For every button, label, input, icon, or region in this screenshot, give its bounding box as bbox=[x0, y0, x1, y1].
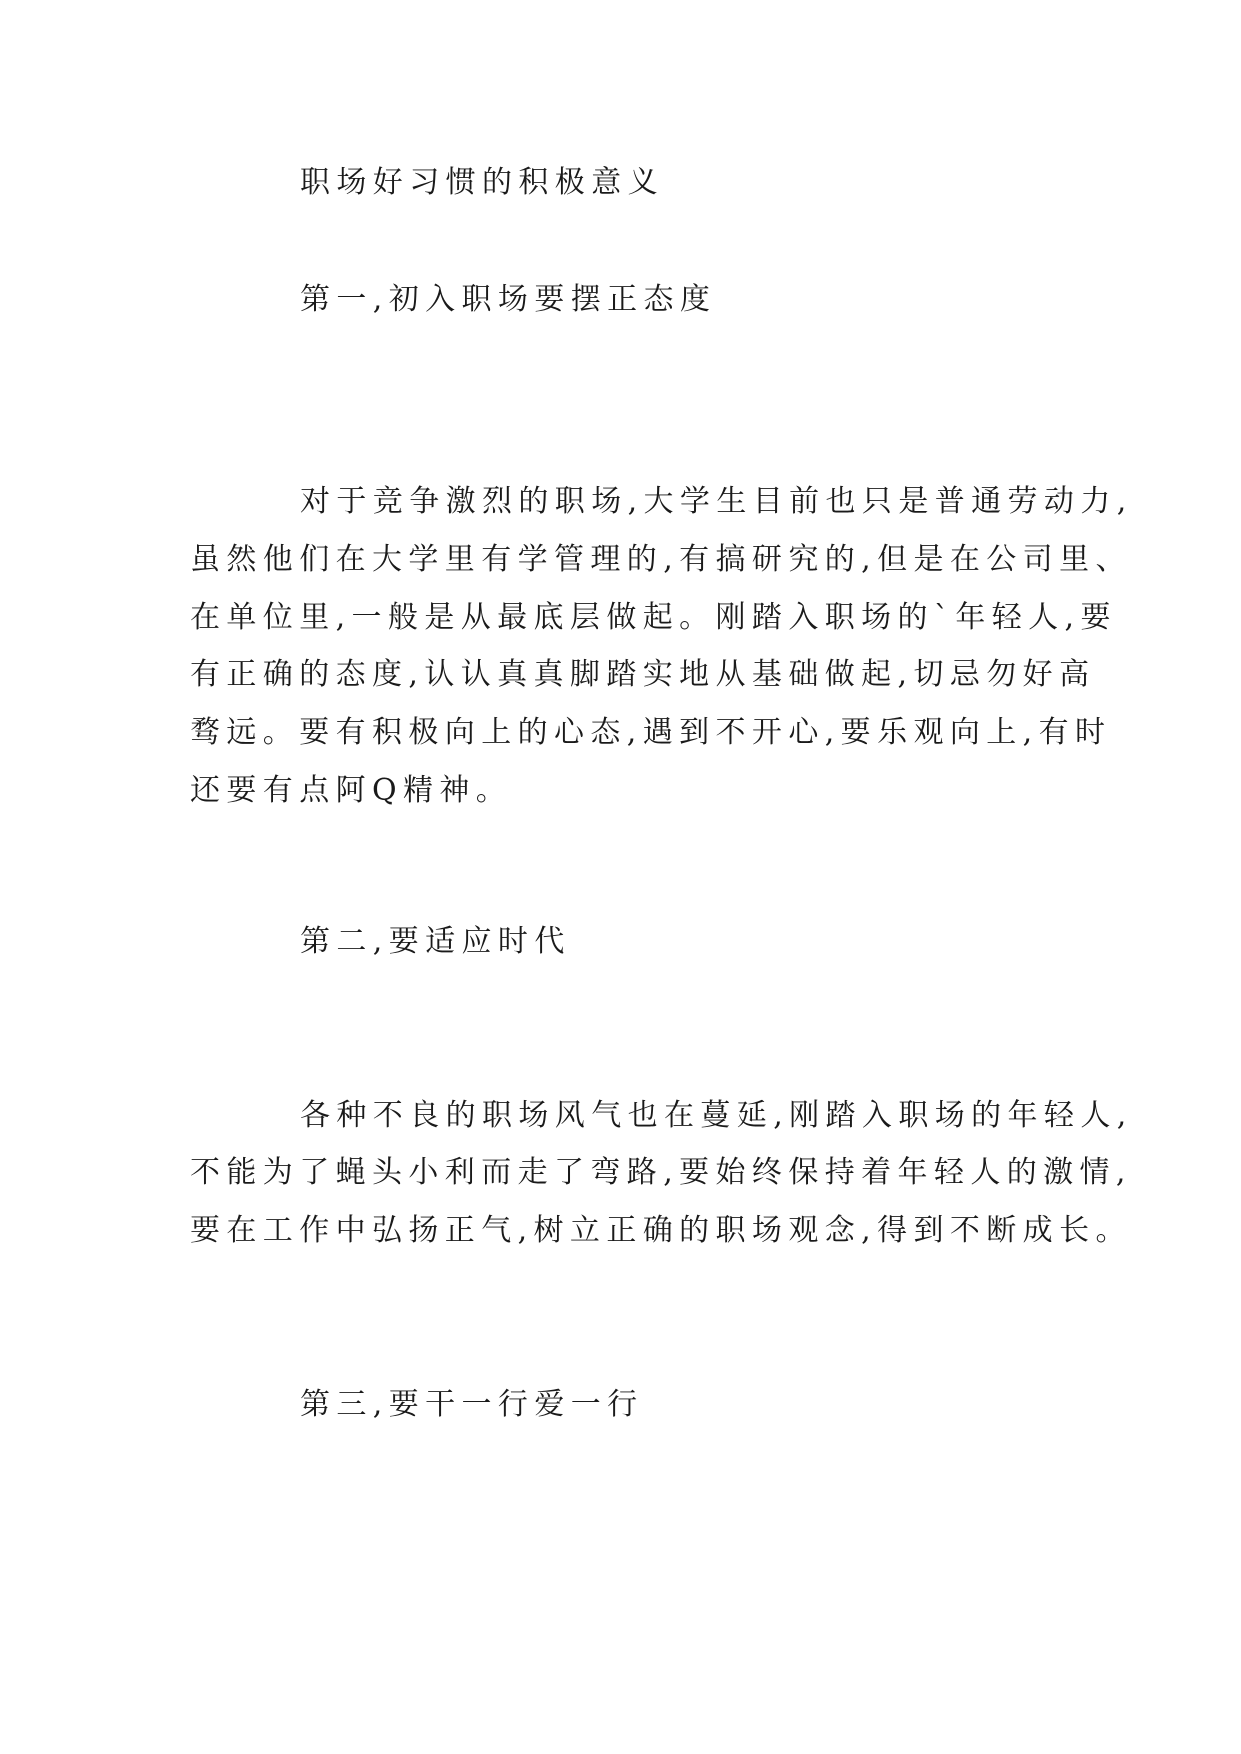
paragraph-1-line-2: 虽然他们在大学里有学管理的,有搞研究的,但是在公司里、 bbox=[190, 542, 1132, 577]
paragraph-1-line-3: 在单位里,一般是从最底层做起。刚踏入职场的`年轻人,要 bbox=[190, 600, 1117, 635]
paragraph-1-line-1: 对于竞争激烈的职场,大学生目前也只是普通劳动力, bbox=[300, 484, 1133, 519]
paragraph-2-line-3: 要在工作中弘扬正气,树立正确的职场观念,得到不断成长。 bbox=[190, 1213, 1132, 1248]
section-heading-3: 第三,要干一行爱一行 bbox=[300, 1387, 644, 1422]
paragraph-2-line-1: 各种不良的职场风气也在蔓延,刚踏入职场的年轻人, bbox=[300, 1098, 1133, 1133]
section-heading-1: 第一,初入职场要摆正态度 bbox=[300, 282, 717, 317]
section-heading-2: 第二,要适应时代 bbox=[300, 924, 571, 959]
paragraph-1-line-4: 有正确的态度,认认真真脚踏实地从基础做起,切忌勿好高 bbox=[190, 657, 1096, 692]
paragraph-1-line-5: 骛远。要有积极向上的心态,遇到不开心,要乐观向上,有时 bbox=[190, 715, 1112, 750]
paragraph-2-line-2: 不能为了蝇头小利而走了弯路,要始终保持着年轻人的激情, bbox=[190, 1155, 1132, 1190]
paragraph-1-line-6: 还要有点阿Q精神。 bbox=[190, 773, 513, 808]
document-title: 职场好习惯的积极意义 bbox=[300, 165, 664, 200]
